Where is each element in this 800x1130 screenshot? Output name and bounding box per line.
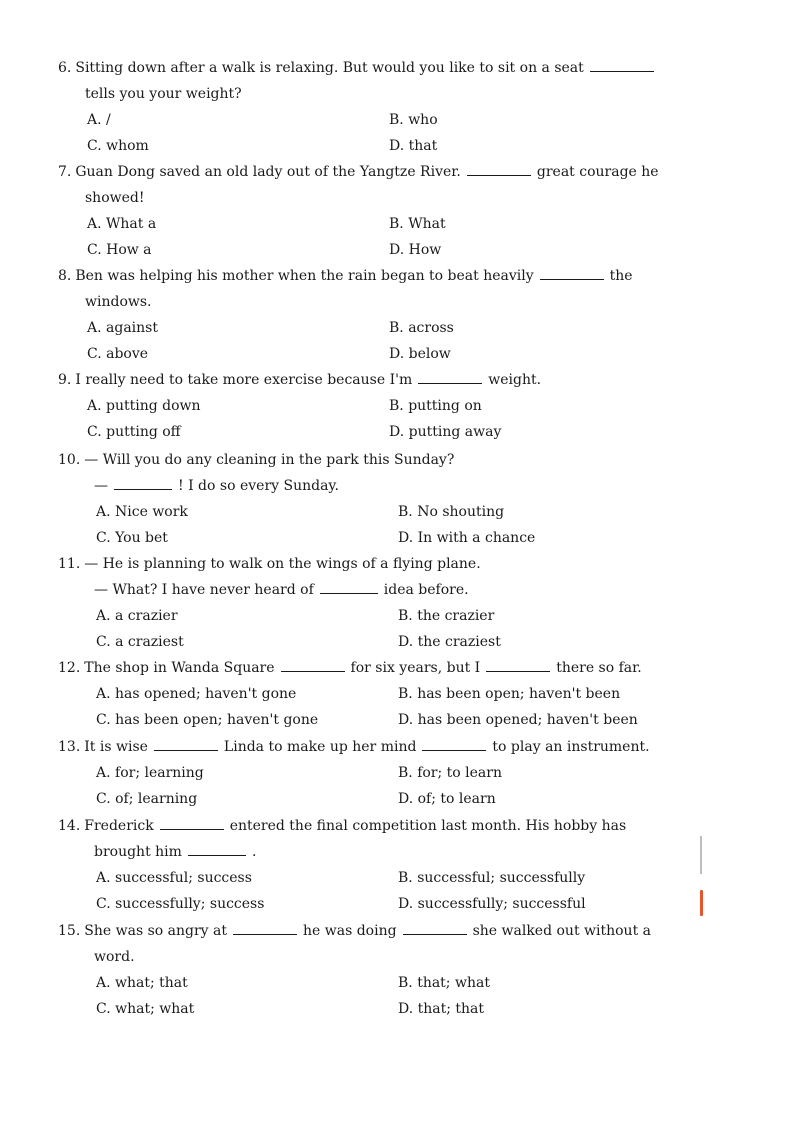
option-a: A. has opened; haven't gone [96, 686, 297, 702]
answer-blank [422, 736, 486, 751]
question-text: ! I do so every Sunday. [178, 478, 339, 494]
question-7 [58, 159, 704, 263]
question-text: he was doing [303, 923, 397, 939]
question-text: Guan Dong saved an old lady out of the Yangtze River. [75, 164, 461, 180]
question-text: word. [94, 949, 135, 965]
option-a: A. successful; success [96, 870, 252, 886]
answer-options [58, 315, 704, 367]
option-c: C. has been open; haven't gone [96, 712, 319, 728]
question-number: 14. [58, 818, 81, 834]
question-10 [58, 447, 704, 551]
question-8 [58, 263, 704, 367]
question-stem-line [58, 473, 704, 499]
option-a: A. putting down [87, 398, 201, 414]
question-number: 13. [58, 739, 81, 755]
question-text: Frederick [84, 818, 154, 834]
question-text: to play an instrument. [492, 739, 650, 755]
question-text: Ben was helping his mother when the rain began to beat heavily [75, 268, 534, 284]
page-edge-red-mark [700, 890, 703, 916]
question-text: for six years, but I [350, 660, 481, 676]
answer-options [58, 211, 704, 263]
option-d: D. that; that [398, 1001, 485, 1017]
question-number: 9. [58, 372, 72, 388]
option-a: A. What a [87, 216, 157, 232]
option-c: C. of; learning [96, 791, 198, 807]
option-d: D. How [389, 242, 442, 258]
option-d: D. the craziest [398, 634, 501, 650]
question-number: 7. [58, 164, 72, 180]
question-stem-line [58, 813, 704, 839]
question-text: windows. [85, 294, 152, 310]
option-b: B. What [389, 216, 446, 232]
option-b: B. for; to learn [398, 765, 502, 781]
answer-options [58, 970, 704, 1022]
option-c: C. what; what [96, 1001, 195, 1017]
option-a: A. against [87, 320, 158, 336]
question-number: 15. [58, 923, 81, 939]
answer-options [58, 603, 704, 655]
option-c: C. You bet [96, 530, 168, 546]
question-text: — He is planning to walk on the wings of a flying plane. [84, 556, 481, 572]
question-12 [58, 655, 704, 733]
answer-blank [160, 815, 224, 830]
question-stem-line [58, 839, 704, 865]
answer-blank [418, 369, 482, 384]
question-number: 11. [58, 556, 81, 572]
option-d: D. putting away [389, 424, 502, 440]
option-c: C. successfully; success [96, 896, 265, 912]
question-14 [58, 813, 704, 917]
question-text: — Will you do any cleaning in the park this Sunday? [84, 452, 455, 468]
option-d: D. below [389, 346, 451, 362]
answer-options [58, 499, 704, 551]
question-number: 8. [58, 268, 72, 284]
option-b: B. the crazier [398, 608, 495, 624]
question-stem-line [58, 918, 704, 944]
answer-blank [467, 161, 531, 176]
answer-blank [403, 920, 467, 935]
question-13 [58, 734, 704, 812]
question-number: 6. [58, 60, 72, 76]
question-stem-line [58, 289, 704, 315]
answer-blank [320, 579, 378, 594]
question-text: there so far. [556, 660, 642, 676]
answer-options [58, 760, 704, 812]
question-text: great courage he [536, 164, 659, 180]
question-text: — [94, 478, 108, 494]
question-stem-line [58, 81, 704, 107]
option-a: A. a crazier [96, 608, 178, 624]
page-edge-mark [700, 836, 702, 874]
option-a: A. / [87, 112, 111, 128]
option-a: A. for; learning [96, 765, 204, 781]
question-text: she walked out without a [472, 923, 651, 939]
option-b: B. putting on [389, 398, 482, 414]
answer-blank [188, 841, 246, 856]
option-b: B. No shouting [398, 504, 505, 520]
option-b: B. across [389, 320, 454, 336]
option-d: D. that [389, 138, 438, 154]
question-15 [58, 918, 704, 1022]
answer-options [58, 681, 704, 733]
question-number: 12. [58, 660, 81, 676]
answer-options [58, 107, 704, 159]
option-d: D. In with a chance [398, 530, 536, 546]
question-number: 10. [58, 452, 81, 468]
question-9 [58, 367, 704, 445]
question-text: weight. [488, 372, 542, 388]
question-6 [58, 55, 704, 159]
question-text: — What? I have never heard of [94, 582, 314, 598]
option-c: C. How a [87, 242, 152, 258]
answer-blank [154, 736, 218, 751]
answer-blank [590, 57, 654, 72]
question-text: the [609, 268, 633, 284]
option-d: D. successfully; successful [398, 896, 586, 912]
question-text: brought him [94, 844, 182, 860]
question-stem-line [58, 185, 704, 211]
question-text: Linda to make up her mind [223, 739, 417, 755]
question-stem-line [58, 734, 704, 760]
question-text: Sitting down after a walk is relaxing. But would you like to sit on a seat [75, 60, 584, 76]
answer-blank [233, 920, 297, 935]
question-text: showed! [85, 190, 145, 206]
option-b: B. has been open; haven't been [398, 686, 621, 702]
question-stem-line [58, 655, 704, 681]
answer-blank [486, 657, 550, 672]
answer-options [58, 393, 704, 445]
answer-blank [114, 475, 172, 490]
option-d: D. has been opened; haven't been [398, 712, 638, 728]
question-stem-line [58, 447, 704, 473]
question-11 [58, 551, 704, 655]
question-text: idea before. [383, 582, 469, 598]
option-b: B. successful; successfully [398, 870, 586, 886]
question-stem-line [58, 577, 704, 603]
option-c: C. above [87, 346, 149, 362]
answer-options [58, 865, 704, 917]
question-stem-line [58, 367, 704, 393]
question-stem-line [58, 551, 704, 577]
question-stem-line [58, 944, 704, 970]
question-text: entered the final competition last month. His hobby has [229, 818, 627, 834]
question-stem-line [58, 159, 704, 185]
option-c: C. putting off [87, 424, 181, 440]
question-text: tells you your weight? [85, 86, 242, 102]
question-text: The shop in Wanda Square [84, 660, 275, 676]
question-text: It is wise [84, 739, 148, 755]
question-stem-line [58, 263, 704, 289]
question-text: I really need to take more exercise because I'm [75, 372, 413, 388]
option-c: C. a craziest [96, 634, 184, 650]
option-b: B. that; what [398, 975, 490, 991]
question-text: . [251, 844, 257, 860]
option-c: C. whom [87, 138, 149, 154]
option-b: B. who [389, 112, 438, 128]
option-d: D. of; to learn [398, 791, 496, 807]
answer-blank [281, 657, 345, 672]
option-a: A. Nice work [96, 504, 188, 520]
question-text: She was so angry at [84, 923, 227, 939]
answer-blank [540, 265, 604, 280]
option-a: A. what; that [96, 975, 188, 991]
question-stem-line [58, 55, 704, 81]
